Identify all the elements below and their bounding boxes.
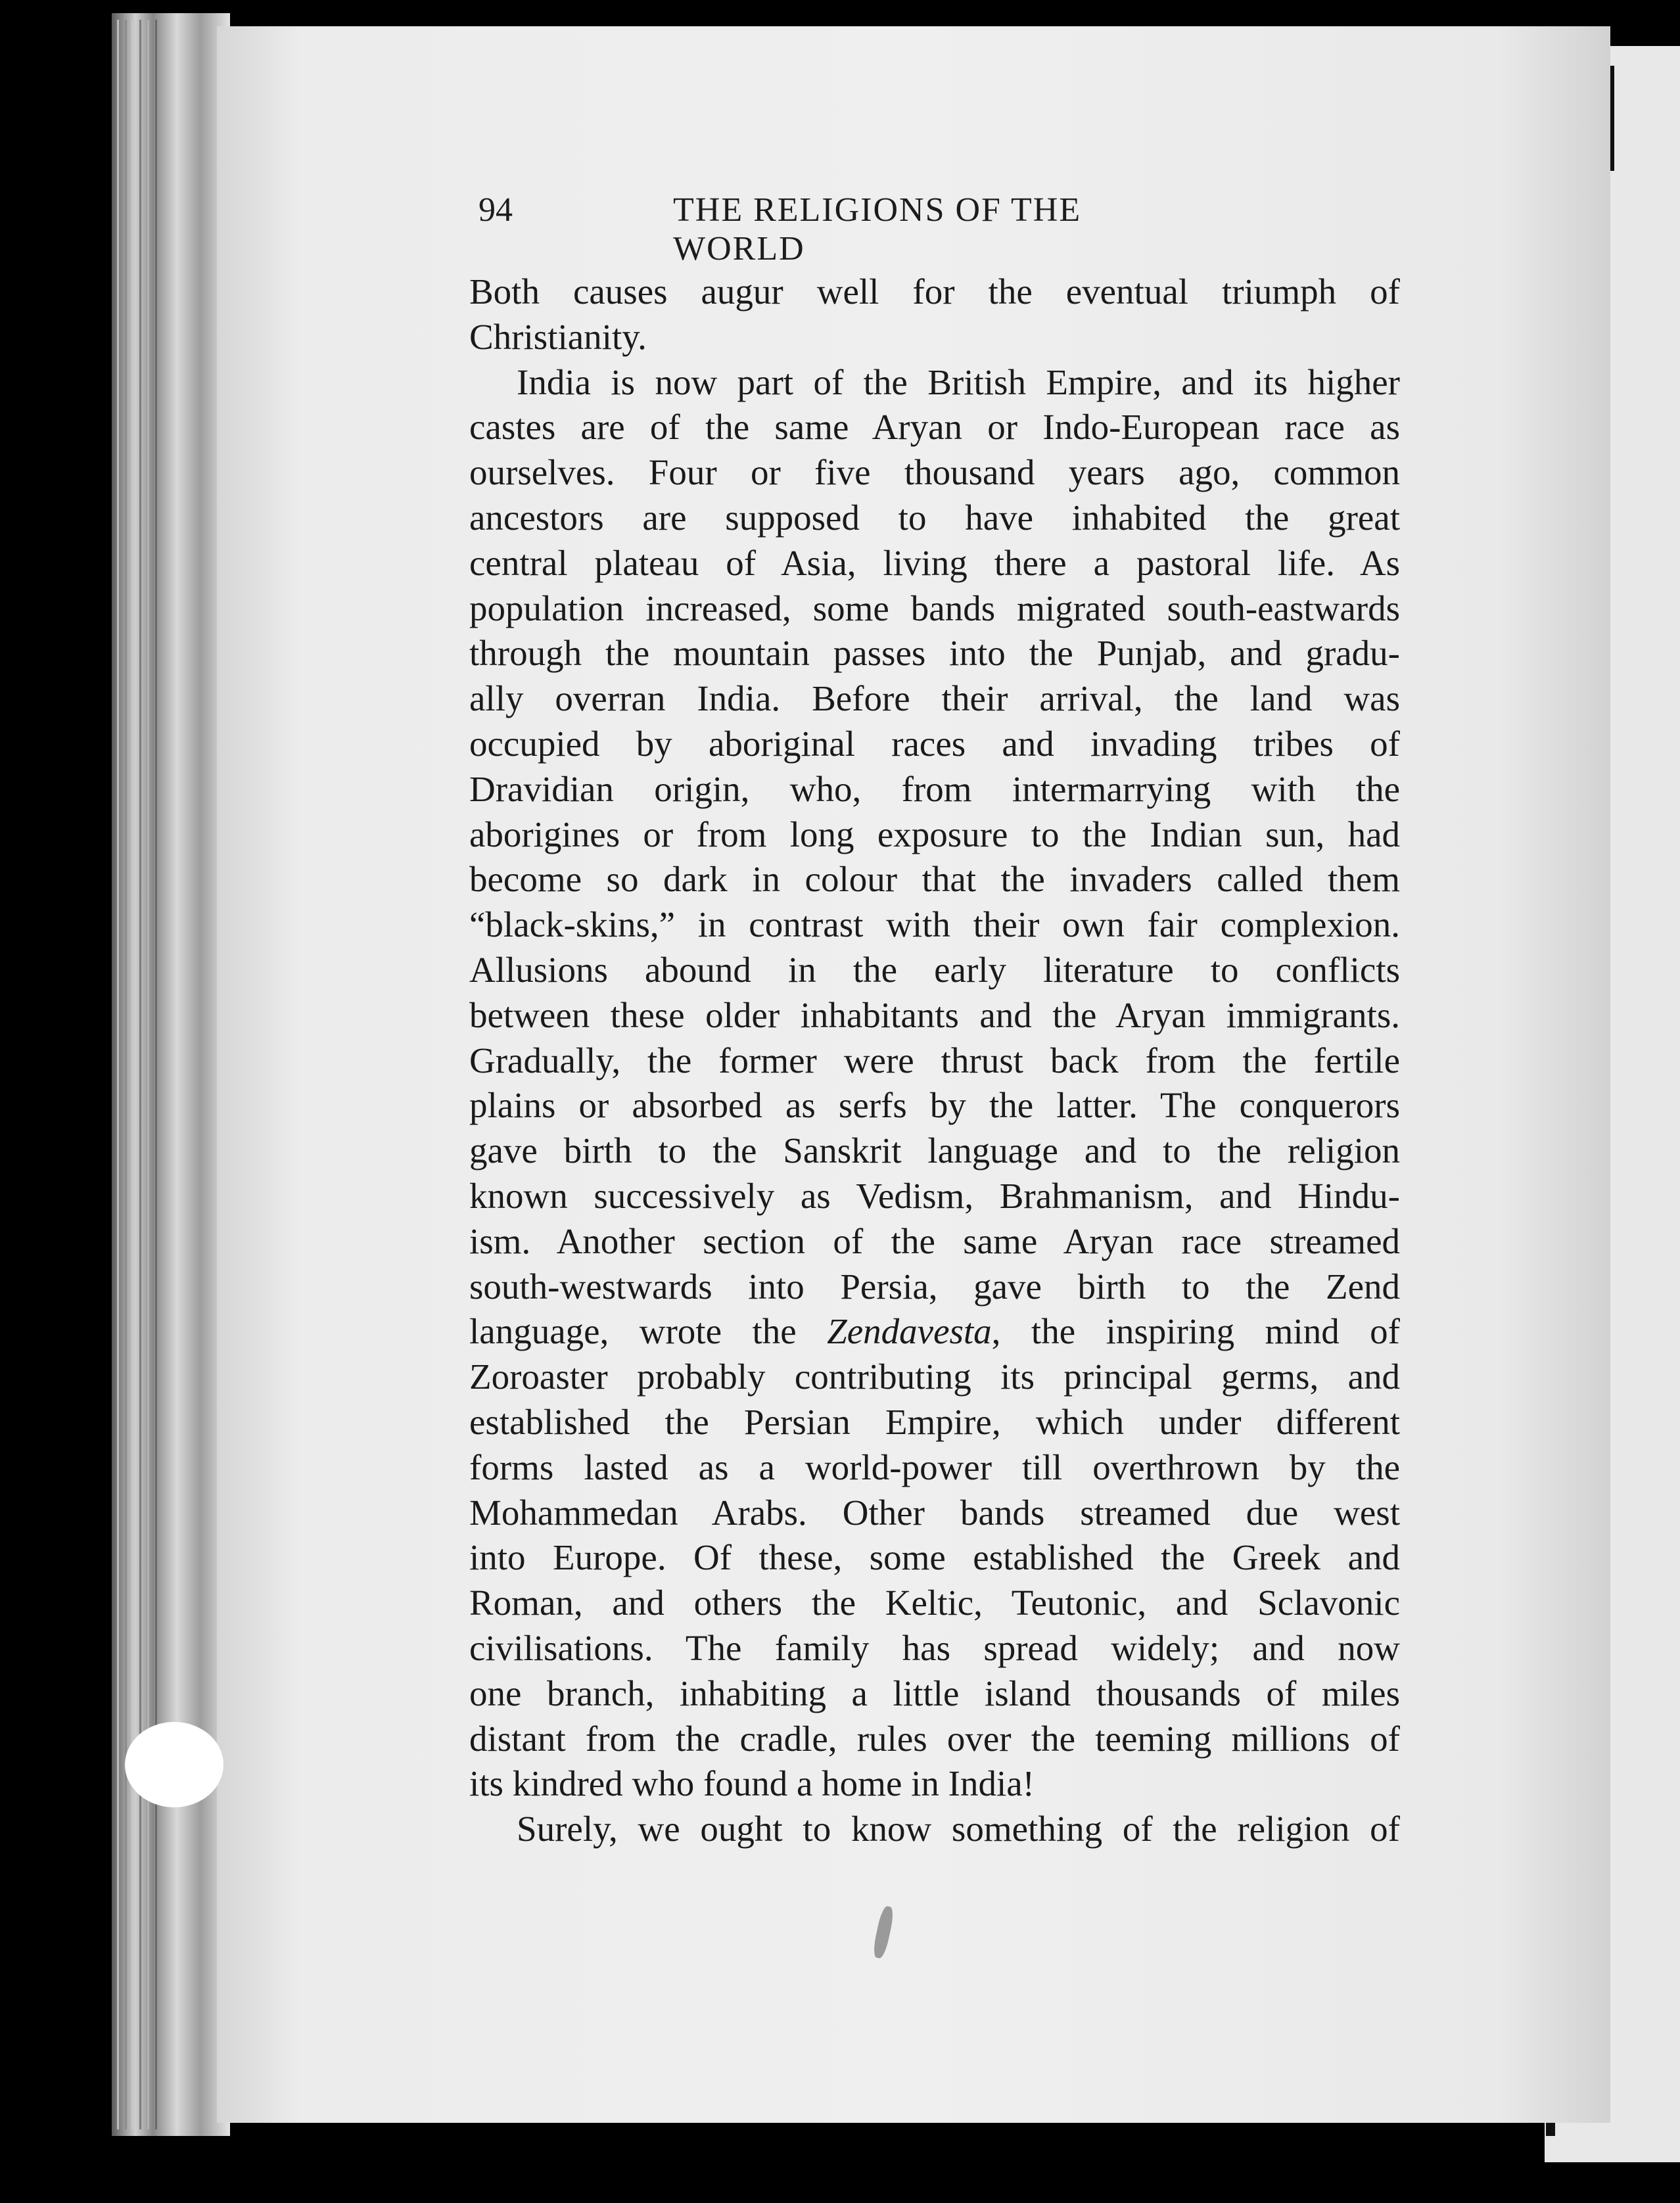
text-line xyxy=(469,631,1400,676)
text-line xyxy=(469,360,1400,406)
text-run: “black-skins,” in contrast with their own fair complexion. xyxy=(469,904,1400,945)
text-run: ism. Another section of the same Aryan race streamed xyxy=(469,1220,1400,1261)
text-line xyxy=(469,586,1400,632)
text-line xyxy=(469,1491,1400,1536)
text-run: population increased, some bands migrated south-eastwards xyxy=(469,588,1400,628)
page-edge-line xyxy=(139,20,141,2129)
text-line xyxy=(469,1309,1400,1355)
text-run: distant from the cradle, rules over the teeming millions of xyxy=(469,1718,1400,1759)
text-line xyxy=(469,1671,1400,1717)
text-run: occupied by aboriginal races and invading tribes of xyxy=(469,723,1400,764)
text-line xyxy=(469,315,1400,360)
text-run: forms lasted as a world-power till overthrown by the xyxy=(469,1447,1400,1487)
text-run: between these older inhabitants and the Aryan immigrants. xyxy=(469,994,1400,1035)
text-run: its kindred who found a home in India! xyxy=(469,1763,1035,1804)
text-line xyxy=(469,1717,1400,1762)
text-run: central plateau of Asia, living there a pastoral life. As xyxy=(469,542,1400,583)
text-line xyxy=(469,722,1400,767)
text-line xyxy=(469,405,1400,450)
text-run: Mohammedan Arabs. Other bands streamed due west xyxy=(469,1492,1400,1533)
text-run: plains or absorbed as serfs by the latter. The conquerors xyxy=(469,1085,1400,1126)
text-line xyxy=(469,812,1400,858)
text-line xyxy=(469,1264,1400,1310)
text-run: one branch, inhabiting a little island thousands of miles xyxy=(469,1673,1400,1713)
text-line xyxy=(469,450,1400,496)
text-run: Dravidian origin, who, from intermarrying with the xyxy=(469,768,1400,809)
page-edge-line xyxy=(117,20,119,2129)
text-line xyxy=(469,1174,1400,1219)
text-run: Zoroaster probably contributing its principal germs, and xyxy=(469,1357,1400,1397)
text-run: south-westwards into Persia, gave birth to the Zend xyxy=(469,1266,1400,1307)
text-line xyxy=(469,1535,1400,1581)
body-text xyxy=(469,269,1400,1852)
text-run: Surely, we ought to know something of the religion of xyxy=(517,1809,1400,1849)
text-run: language, wrote the xyxy=(469,1311,828,1352)
text-line xyxy=(469,1626,1400,1671)
text-line xyxy=(469,1400,1400,1445)
text-line xyxy=(469,902,1400,948)
text-run: Allusions abound in the early literature to conflicts xyxy=(469,949,1400,990)
page-edge-line xyxy=(147,20,149,2129)
text-run: castes are of the same Aryan or Indo-European race as xyxy=(469,407,1400,448)
text-run: known successively as Vedism, Brahmanism, and Hindu- xyxy=(469,1175,1400,1216)
page-edge-line xyxy=(125,20,127,2129)
text-line xyxy=(469,1038,1400,1084)
text-line xyxy=(469,1083,1400,1128)
text-run: into Europe. Of these, some established the Greek and xyxy=(469,1537,1400,1578)
text-line xyxy=(469,496,1400,541)
text-run: Roman, and others the Keltic, Teutonic, and Sclavonic xyxy=(469,1583,1400,1623)
text-line xyxy=(469,1355,1400,1400)
page-edge-line xyxy=(155,20,157,2129)
page-edge-line xyxy=(131,20,133,2129)
text-run: gave birth to the Sanskrit language and to the religion xyxy=(469,1130,1400,1171)
italic-title: Zendavesta xyxy=(827,1311,992,1352)
text-run: ourselves. Four or five thousand years ago, common xyxy=(469,452,1400,493)
text-line xyxy=(469,1581,1400,1626)
text-line xyxy=(469,1807,1400,1852)
text-run: aborigines or from long exposure to the Indian sun, had xyxy=(469,814,1400,854)
page-edges xyxy=(112,13,230,2136)
text-line xyxy=(469,1219,1400,1264)
text-line xyxy=(469,1445,1400,1491)
text-run: ancestors are supposed to have inhabited the great xyxy=(469,497,1400,538)
text-run: Christianity. xyxy=(469,316,647,357)
text-run: civilisations. The family has spread widely; and now xyxy=(469,1627,1400,1668)
text-run: Both causes augur well for the eventual triumph of xyxy=(469,271,1400,312)
text-line xyxy=(469,948,1400,993)
text-run: established the Persian Empire, which under different xyxy=(469,1401,1400,1442)
text-line xyxy=(469,269,1400,315)
text-line xyxy=(469,857,1400,902)
text-line xyxy=(469,676,1400,722)
text-line xyxy=(469,767,1400,812)
text-line xyxy=(469,1128,1400,1174)
text-line xyxy=(469,993,1400,1038)
page-number: 94 xyxy=(478,191,513,229)
text-run: ally overran India. Before their arrival, the land was xyxy=(469,678,1400,719)
text-line xyxy=(469,1761,1400,1807)
text-line xyxy=(469,541,1400,586)
text-run: become so dark in colour that the invaders called them xyxy=(469,859,1400,900)
text-run: , the inspiring mind of xyxy=(991,1311,1400,1352)
text-run: India is now part of the British Empire, and its higher xyxy=(517,361,1400,402)
paper-blot xyxy=(125,1722,223,1807)
text-run: through the mountain passes into the Punjab, and gradu- xyxy=(469,633,1400,674)
page-header xyxy=(478,191,1220,267)
text-run: Gradually, the former were thrust back from the fertile xyxy=(469,1040,1400,1080)
running-head: THE RELIGIONS OF THE WORLD xyxy=(673,191,1082,267)
